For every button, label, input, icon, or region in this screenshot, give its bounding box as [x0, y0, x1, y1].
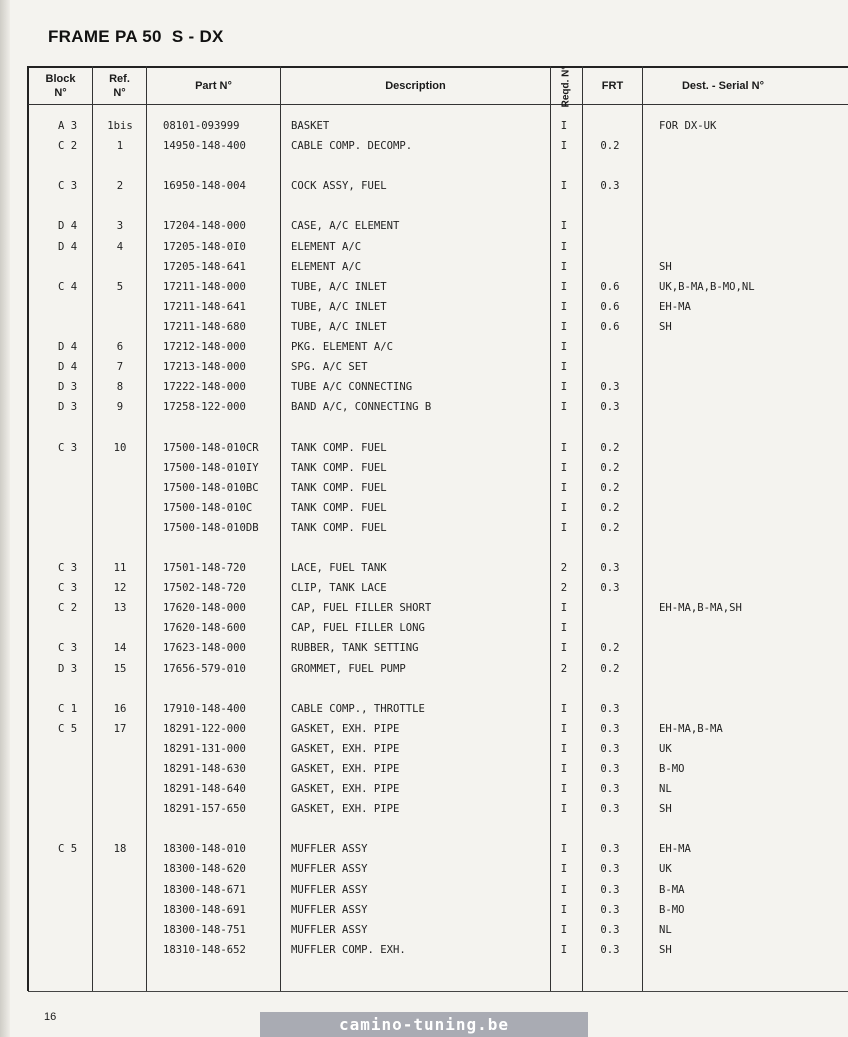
table-row: [28, 639, 848, 659]
cell-part: 14950-148-400: [163, 140, 246, 153]
cell-part: 17502-148-720: [163, 582, 246, 595]
cell-desc: MUFFLER COMP. EXH.: [291, 943, 406, 956]
cell-frt: 0.3: [600, 702, 620, 715]
table-row: [28, 479, 848, 499]
cell-qty: I: [560, 742, 568, 755]
cell-frt: 0.3: [600, 843, 620, 856]
table-spacer: [28, 539, 848, 559]
table-row: [28, 619, 848, 639]
cell-frt: 0.3: [600, 562, 620, 575]
cell-frt: 0.6: [600, 280, 620, 293]
cell-desc: TUBE, A/C INLET: [291, 280, 387, 293]
table-row: [28, 338, 848, 358]
table-bottom-border: [28, 991, 848, 992]
cell-desc: BASKET: [291, 120, 330, 132]
cell-frt: 0.2: [600, 501, 620, 514]
cell-part: 17620-148-600: [163, 622, 246, 635]
cell-block: D 4: [58, 341, 78, 354]
page-title: [48, 27, 224, 47]
cell-part: 17656-579-010: [163, 662, 246, 675]
cell-part: 17623-148-000: [163, 642, 246, 655]
cell-part: 17620-148-000: [163, 602, 246, 615]
table-spacer: [28, 680, 848, 700]
cell-block: C 3: [58, 441, 78, 454]
cell-desc: TANK COMP. FUEL: [291, 501, 387, 514]
table-row: [28, 579, 848, 599]
cell-part: 17205-148-0I0: [163, 240, 246, 253]
cell-part: 18291-157-650: [163, 803, 246, 816]
cell-qty: 2: [560, 662, 568, 675]
watermark-banner: [260, 1012, 588, 1037]
cell-part: 17205-148-641: [163, 260, 246, 273]
table-row: [28, 398, 848, 418]
cell-qty: I: [560, 702, 568, 715]
cell-desc: TANK COMP. FUEL: [291, 441, 387, 454]
table-row: [28, 278, 848, 298]
cell-qty: I: [560, 260, 568, 273]
cell-ref: 6: [116, 341, 124, 354]
cell-desc: GROMMET, FUEL PUMP: [291, 662, 406, 675]
cell-block: C 3: [58, 642, 78, 655]
header-reqd-cell: [551, 65, 581, 107]
cell-desc: PKG. ELEMENT A/C: [291, 341, 394, 354]
table-row: [28, 459, 848, 479]
cell-dest: EH-MA,B-MA: [659, 722, 723, 735]
cell-ref: 13: [113, 602, 127, 615]
cell-qty: I: [560, 722, 568, 735]
table-row: [28, 700, 848, 720]
cell-qty: I: [560, 642, 568, 655]
header-description: Description: [385, 80, 446, 92]
cell-block: C 1: [58, 702, 78, 715]
cell-qty: I: [560, 140, 568, 153]
cell-ref: 16: [113, 702, 127, 715]
cell-ref: 10: [113, 441, 127, 454]
cell-dest: B-MO: [659, 903, 685, 916]
cell-part: 18291-148-630: [163, 763, 246, 775]
cell-dest: SH: [659, 320, 672, 333]
cell-dest: B-MA: [659, 883, 685, 896]
table-row: [28, 760, 848, 780]
cell-part: 17222-148-000: [163, 381, 246, 394]
table-row: [28, 499, 848, 519]
cell-desc: GASKET, EXH. PIPE: [291, 742, 400, 755]
cell-frt: 0.3: [600, 180, 620, 193]
cell-part: 17500-148-010C: [163, 501, 253, 514]
cell-desc: TUBE A/C CONNECTING: [291, 381, 413, 394]
cell-frt: 0.3: [600, 401, 620, 414]
table-row: [28, 840, 848, 860]
table-row: [28, 599, 848, 619]
cell-frt: 0.3: [600, 803, 620, 816]
cell-ref: 4: [116, 240, 124, 253]
cell-dest: NL: [659, 923, 672, 936]
cell-block: C 3: [58, 562, 78, 575]
header-ref: Ref. N°: [109, 73, 130, 99]
cell-desc: TUBE, A/C INLET: [291, 300, 387, 313]
table-row: [28, 901, 848, 921]
header-separator: [28, 104, 848, 105]
cell-part: 18300-148-691: [163, 903, 246, 916]
cell-ref: 9: [116, 401, 124, 414]
table-row: [28, 921, 848, 941]
cell-qty: I: [560, 863, 568, 876]
cell-frt: 0.3: [600, 722, 620, 735]
cell-desc: BAND A/C, CONNECTING B: [291, 401, 432, 414]
table-row: [28, 137, 848, 157]
cell-qty: I: [560, 441, 568, 454]
cell-frt: 0.3: [600, 742, 620, 755]
cell-frt: 0.2: [600, 481, 620, 494]
cell-part: 17204-148-000: [163, 220, 246, 233]
cell-block: A 3: [58, 120, 78, 132]
cell-dest: EH-MA: [659, 843, 691, 856]
cell-part: 17213-148-000: [163, 361, 246, 374]
table-row: [28, 720, 848, 740]
cell-qty: I: [560, 602, 568, 615]
cell-frt: 0.3: [600, 381, 620, 394]
table-row: [28, 780, 848, 800]
cell-dest: SH: [659, 943, 672, 956]
cell-qty: I: [560, 943, 568, 956]
cell-block: D 3: [58, 381, 78, 394]
cell-desc: CASE, A/C ELEMENT: [291, 220, 400, 233]
cell-ref: 8: [116, 381, 124, 394]
cell-block: D 3: [58, 662, 78, 675]
cell-block: C 4: [58, 280, 78, 293]
header-part: Part N°: [195, 80, 232, 92]
cell-dest: EH-MA,B-MA,SH: [659, 602, 742, 615]
table-row: [28, 318, 848, 338]
cell-part: 18291-148-640: [163, 783, 246, 796]
cell-desc: RUBBER, TANK SETTING: [291, 642, 419, 655]
table-spacer: [28, 197, 848, 217]
table-row: [28, 660, 848, 680]
cell-frt: 0.6: [600, 300, 620, 313]
cell-qty: 2: [560, 562, 568, 575]
cell-dest: NL: [659, 783, 672, 796]
cell-dest: UK: [659, 742, 672, 755]
cell-block: D 4: [58, 361, 78, 374]
cell-qty: I: [560, 903, 568, 916]
cell-qty: I: [560, 501, 568, 514]
cell-frt: 0.3: [600, 863, 620, 876]
cell-qty: I: [560, 883, 568, 896]
cell-part: 18300-148-010: [163, 843, 246, 856]
cell-desc: TUBE, A/C INLET: [291, 320, 387, 333]
cell-qty: I: [560, 280, 568, 293]
cell-dest: SH: [659, 803, 672, 816]
header-dest: Dest. - Serial N°: [681, 80, 765, 92]
cell-frt: 0.3: [600, 783, 620, 796]
cell-dest: SH: [659, 260, 672, 273]
watermark-text: camino-tuning.be: [338, 1015, 510, 1034]
table-spacer: [28, 157, 848, 177]
cell-dest: UK: [659, 863, 672, 876]
cell-desc: SPG. A/C SET: [291, 361, 368, 374]
cell-frt: 0.2: [600, 140, 620, 153]
cell-qty: I: [560, 180, 568, 193]
cell-block: D 4: [58, 220, 78, 233]
cell-desc: LACE, FUEL TANK: [291, 562, 387, 575]
cell-desc: CABLE COMP., THROTTLE: [291, 702, 425, 715]
cell-frt: 0.2: [600, 642, 620, 655]
cell-part: 18300-148-620: [163, 863, 246, 876]
cell-part: 08101-093999: [163, 120, 240, 132]
cell-frt: 0.3: [600, 883, 620, 896]
cell-ref: 17: [113, 722, 127, 735]
cell-block: D 4: [58, 240, 78, 253]
table-row: [28, 177, 848, 197]
cell-frt: 0.3: [600, 943, 620, 956]
cell-ref: 3: [116, 220, 124, 233]
header-frt: FRT: [601, 80, 624, 92]
cell-qty: I: [560, 381, 568, 394]
cell-frt: 0.2: [600, 461, 620, 474]
cell-qty: I: [560, 220, 568, 233]
table-row: [28, 258, 848, 278]
cell-dest: UK,B-MA,B-MO,NL: [659, 280, 755, 293]
cell-part: 17500-148-010DB: [163, 521, 259, 534]
cell-qty: I: [560, 521, 568, 534]
cell-desc: CABLE COMP. DECOMP.: [291, 140, 413, 153]
table-row: [28, 378, 848, 398]
table-row: [28, 238, 848, 258]
table-row: [28, 860, 848, 880]
table-row: [28, 298, 848, 318]
cell-part: 17211-148-641: [163, 300, 246, 313]
table-row: [28, 117, 848, 137]
cell-desc: GASKET, EXH. PIPE: [291, 803, 400, 816]
cell-ref: 18: [113, 843, 127, 856]
cell-block: C 3: [58, 180, 78, 193]
table-row: [28, 740, 848, 760]
cell-frt: 0.2: [600, 441, 620, 454]
cell-block: C 5: [58, 843, 78, 856]
cell-part: 17501-148-720: [163, 562, 246, 575]
cell-frt: 0.2: [600, 662, 620, 675]
cell-qty: I: [560, 320, 568, 333]
cell-ref: 14: [113, 642, 127, 655]
table-row: [28, 941, 848, 961]
cell-part: 17212-148-000: [163, 341, 246, 354]
table-row: [28, 519, 848, 539]
cell-frt: 0.3: [600, 903, 620, 916]
cell-block: C 5: [58, 722, 78, 735]
cell-frt: 0.3: [600, 582, 620, 595]
cell-desc: MUFFLER ASSY: [291, 843, 368, 856]
cell-desc: GASKET, EXH. PIPE: [291, 722, 400, 735]
cell-block: C 2: [58, 602, 78, 615]
cell-ref: 1: [116, 140, 124, 153]
cell-part: 17500-148-010IY: [163, 461, 259, 474]
title-variant: S - DX: [171, 27, 224, 46]
cell-desc: ELEMENT A/C: [291, 260, 362, 273]
cell-desc: MUFFLER ASSY: [291, 883, 368, 896]
table-row: [28, 358, 848, 378]
cell-desc: TANK COMP. FUEL: [291, 521, 387, 534]
table-top-border: [28, 66, 848, 68]
cell-desc: MUFFLER ASSY: [291, 923, 368, 936]
table-row: [28, 881, 848, 901]
cell-part: 17500-148-010CR: [163, 441, 259, 454]
cell-qty: I: [560, 341, 568, 354]
cell-qty: I: [560, 120, 568, 132]
cell-desc: TANK COMP. FUEL: [291, 481, 387, 494]
cell-part: 16950-148-004: [163, 180, 246, 193]
cell-desc: GASKET, EXH. PIPE: [291, 763, 400, 775]
cell-qty: I: [560, 401, 568, 414]
page-number: 16: [44, 1011, 57, 1023]
cell-part: 17258-122-000: [163, 401, 246, 414]
table-row: [28, 439, 848, 459]
table-row: [28, 559, 848, 579]
cell-part: 18300-148-671: [163, 883, 246, 896]
cell-qty: I: [560, 622, 568, 635]
cell-frt: 0.2: [600, 521, 620, 534]
table-spacer: [28, 418, 848, 438]
cell-qty: I: [560, 923, 568, 936]
title-model: FRAME PA 50: [48, 27, 162, 46]
table-spacer: [28, 820, 848, 840]
cell-ref: 15: [113, 662, 127, 675]
header-block: Block N°: [45, 73, 76, 99]
cell-dest: FOR DX-UK: [659, 120, 717, 132]
cell-desc: GASKET, EXH. PIPE: [291, 783, 400, 796]
cell-desc: CAP, FUEL FILLER LONG: [291, 622, 425, 635]
cell-frt: 0.3: [600, 923, 620, 936]
parts-table-body: [28, 117, 848, 961]
cell-frt: 0.6: [600, 320, 620, 333]
cell-desc: COCK ASSY, FUEL: [291, 180, 387, 193]
cell-ref: 1bis: [107, 120, 133, 132]
cell-qty: I: [560, 481, 568, 494]
cell-block: C 2: [58, 140, 78, 153]
cell-qty: I: [560, 843, 568, 856]
cell-part: 18300-148-751: [163, 923, 246, 936]
cell-ref: 2: [116, 180, 124, 193]
cell-ref: 7: [116, 361, 124, 374]
cell-part: 18310-148-652: [163, 943, 246, 956]
cell-qty: I: [560, 783, 568, 796]
cell-dest: B-MO: [659, 763, 685, 775]
cell-part: 17500-148-010BC: [163, 481, 259, 494]
cell-part: 18291-122-000: [163, 722, 246, 735]
page-binding-edge: [0, 0, 10, 1037]
cell-desc: CLIP, TANK LACE: [291, 582, 387, 595]
cell-desc: MUFFLER ASSY: [291, 903, 368, 916]
cell-desc: CAP, FUEL FILLER SHORT: [291, 602, 432, 615]
cell-ref: 11: [113, 562, 127, 575]
cell-block: D 3: [58, 401, 78, 414]
cell-qty: I: [560, 300, 568, 313]
cell-block: C 3: [58, 582, 78, 595]
cell-part: 17910-148-400: [163, 702, 246, 715]
cell-qty: I: [560, 461, 568, 474]
cell-desc: ELEMENT A/C: [291, 240, 362, 253]
cell-part: 17211-148-000: [163, 280, 246, 293]
cell-part: 17211-148-680: [163, 320, 246, 333]
cell-dest: EH-MA: [659, 300, 691, 313]
cell-desc: MUFFLER ASSY: [291, 863, 368, 876]
header-reqd: Reqd. N°: [560, 65, 572, 107]
cell-qty: 2: [560, 582, 568, 595]
cell-ref: 5: [116, 280, 124, 293]
cell-qty: I: [560, 803, 568, 816]
cell-qty: I: [560, 240, 568, 253]
cell-ref: 12: [113, 582, 127, 595]
table-row: [28, 217, 848, 237]
table-row: [28, 800, 848, 820]
cell-qty: I: [560, 361, 568, 374]
cell-part: 18291-131-000: [163, 742, 246, 755]
cell-frt: 0.3: [600, 763, 620, 775]
cell-desc: TANK COMP. FUEL: [291, 461, 387, 474]
cell-qty: I: [560, 763, 568, 775]
